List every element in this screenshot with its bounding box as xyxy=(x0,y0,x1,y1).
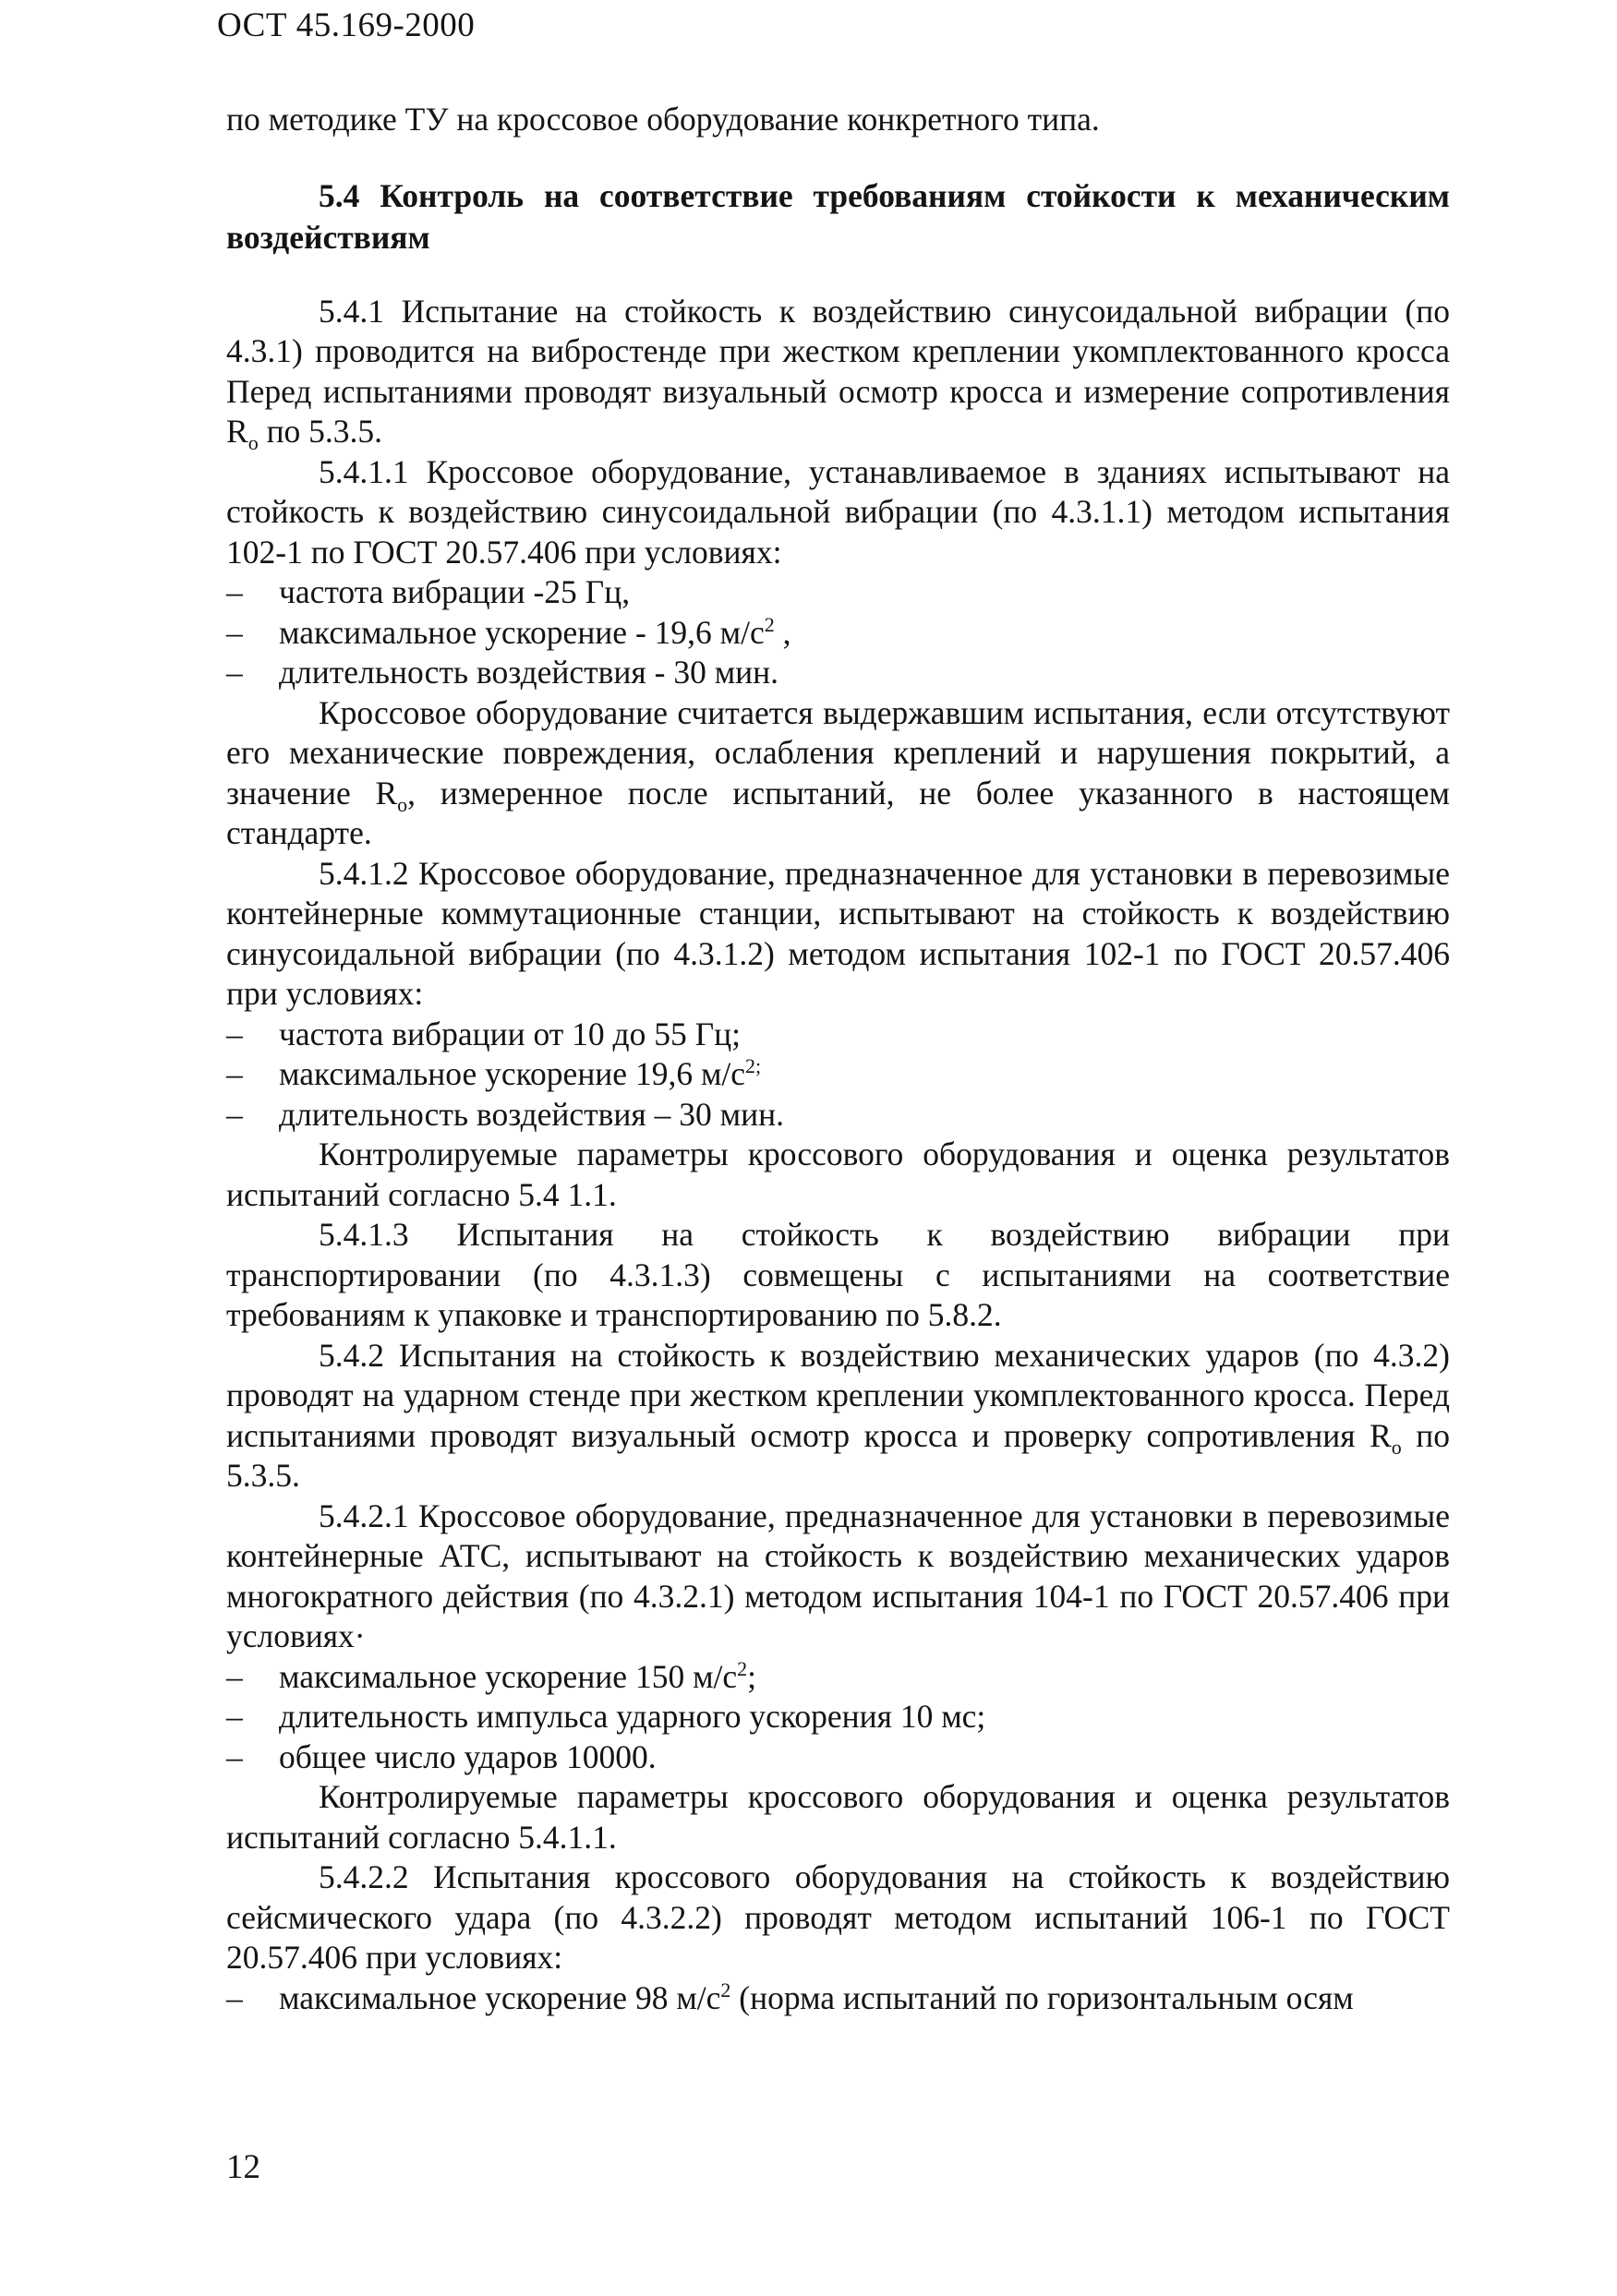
dash-marker: – xyxy=(226,1978,243,2016)
list-item xyxy=(226,613,1450,654)
list-item xyxy=(226,1054,1450,1095)
paragraph-control-1: Контролируемые параметры кроссового оборудования и оценка результатов испытаний согласно 5.4 1.1. xyxy=(226,1136,1450,1213)
paragraph-5-4-2-tail: по 5.3.5. xyxy=(226,1416,1451,1494)
list-item xyxy=(226,1015,1450,1055)
dash-marker: – xyxy=(226,573,243,610)
paragraph-result-1-tail: , измеренное после испытаний, не более указанного в настоящем стандарте. xyxy=(226,774,1451,851)
paragraph-control-2: Контролируемые параметры кроссового оборудования и оценка результатов испытаний согласно 5.4.1.1. xyxy=(226,1778,1450,1856)
conditions-list-4 xyxy=(226,1978,1450,2019)
list-item-text: максимальное ускорение - 19,6 м/с xyxy=(279,613,765,651)
conditions-list-1 xyxy=(226,572,1450,693)
paragraph-intro: по методике ТУ на кроссовое оборудование конкретного типа. xyxy=(226,101,1100,138)
list-item xyxy=(226,1657,1450,1698)
list-item-text: частота вибрации -25 Гц, xyxy=(279,573,631,610)
list-item-after: (норма испытаний по горизонтальным осям xyxy=(730,1978,1354,2016)
page-number: 12 xyxy=(226,2148,260,2186)
list-item-superscript: 2; xyxy=(745,1054,762,1078)
list-item-text: максимальное ускорение 19,6 м/с xyxy=(279,1055,746,1092)
list-item-after: , xyxy=(774,613,791,651)
dash-marker: – xyxy=(226,1055,243,1092)
paragraph-5-4-2-text: 5.4.2 Испытания на стойкость к воздействию механических ударов (по 4.3.2) проводят на ударном стенде при жестком креплении укомплектованного кросса. Перед испытаниями проводят визуальный осмотр кросса и проверку сопротивления xyxy=(226,1336,1450,1454)
list-item-after: ; xyxy=(747,1657,757,1695)
section-heading-5-4: 5.4 Контроль на соответствие требованиям стойкости к механическим воздействиям xyxy=(226,176,1450,256)
list-item-text: максимальное ускорение 150 м/с xyxy=(279,1657,738,1695)
paragraph-5-4-1-text: 5.4.1 Испытание на стойкость к воздействию синусоидальной вибрации (по 4.3.1) проводится на вибростенде при жестком креплении укомплектованного кросса Перед испытаниями проводят визуальный осмотр кросса и измерение сопротивления xyxy=(226,292,1450,410)
list-item xyxy=(226,1697,1450,1737)
resistance-symbol: R xyxy=(226,413,248,450)
dash-marker: – xyxy=(226,613,243,651)
list-item-superscript: 2 xyxy=(720,1977,731,2001)
paragraph-5-4-1-tail: по 5.3.5. xyxy=(258,413,383,450)
list-item-text: частота вибрации от 10 до 55 Гц; xyxy=(279,1015,741,1052)
paragraph-5-4-2 xyxy=(226,1336,1450,1497)
list-item xyxy=(226,572,1450,613)
resistance-symbol: R xyxy=(1370,1416,1392,1454)
list-item-text: максимальное ускорение 98 м/с xyxy=(279,1978,721,2016)
list-item-text: длительность воздействия – 30 мин. xyxy=(279,1095,784,1133)
resistance-subscript: o xyxy=(397,792,408,816)
list-item-text: длительность импульса ударного ускорения 10 мс; xyxy=(279,1698,986,1735)
resistance-subscript: o xyxy=(247,431,259,455)
document-code-header: ОСТ 45.169-2000 xyxy=(217,6,476,44)
paragraph-5-4-1-1: 5.4.1.1 Кроссовое оборудование, устанавливаемое в зданиях испытывают на стойкость к воздействию синусоидальной вибрации (по 4.3.1.1) методом испытания 102-1 по ГОСТ 20.57.406 при условиях: xyxy=(226,452,1450,571)
paragraph-result-1 xyxy=(226,693,1450,854)
paragraph-result-1-text: Кроссовое оборудование считается выдержавшим испытания, если отсутствуют его механические повреждения, ослабления креплений и нарушения покрытий, а значение xyxy=(226,693,1450,811)
document-body xyxy=(226,100,1450,2018)
list-item xyxy=(226,653,1450,693)
list-item-superscript: 2 xyxy=(737,1656,748,1680)
dash-marker: – xyxy=(226,1657,243,1695)
dash-marker: – xyxy=(226,1698,243,1735)
list-item xyxy=(226,1095,1450,1136)
list-item xyxy=(226,1737,1450,1778)
resistance-symbol: R xyxy=(375,774,398,811)
conditions-list-3 xyxy=(226,1657,1450,1778)
paragraph-5-4-1-2: 5.4.1.2 Кроссовое оборудование, предназначенное для установки в перевозимые контейнерные коммутационные станции, испытывают на стойкость к воздействию синусоидальной вибрации (по 4.3.1.2) методом испытания 102-1 по ГОСТ 20.57.406 при условиях: xyxy=(226,854,1450,1012)
list-item-text: длительность воздействия - 30 мин. xyxy=(279,654,779,691)
paragraph-5-4-2-2: 5.4.2.2 Испытания кроссового оборудования на стойкость к воздействию сейсмического удара (по 4.3.2.2) проводят методом испытаний 106-1 по ГОСТ 20.57.406 при условиях: xyxy=(226,1858,1450,1976)
paragraph-5-4-2-1: 5.4.2.1 Кроссовое оборудование, предназначенное для установки в перевозимые контейнерные АТС, испытывают на стойкость к воздействию механических ударов многократного действия (по 4.3.2.1) методом испытания 104-1 по ГОСТ 20.57.406 при условиях· xyxy=(226,1497,1450,1654)
conditions-list-2 xyxy=(226,1015,1450,1136)
list-item-superscript: 2 xyxy=(764,612,775,636)
dash-marker: – xyxy=(226,1095,243,1133)
dash-marker: – xyxy=(226,1737,243,1775)
dash-marker: – xyxy=(226,654,243,691)
resistance-subscript: o xyxy=(1391,1435,1402,1459)
list-item xyxy=(226,1978,1450,2019)
paragraph-5-4-1-3: 5.4.1.3 Испытания на стойкость к воздействию вибрации при транспортировании (по 4.3.1.3) совмещены с испытаниями на соответствие требованиям к упаковке и транспортированию по 5.8.2. xyxy=(226,1216,1450,1333)
paragraph-5-4-1 xyxy=(226,292,1450,455)
list-item-text: общее число ударов 10000. xyxy=(279,1737,657,1775)
dash-marker: – xyxy=(226,1015,243,1052)
